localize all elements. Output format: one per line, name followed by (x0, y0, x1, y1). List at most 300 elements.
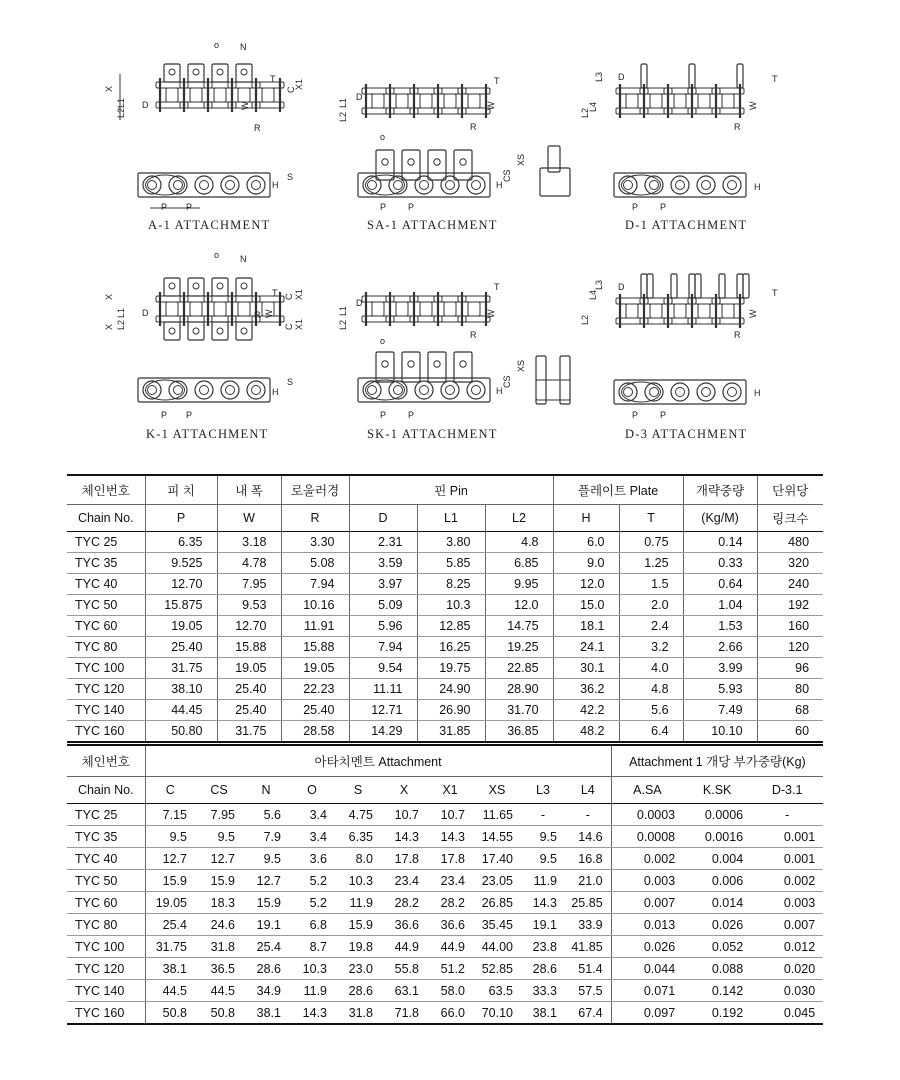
value-cell: 11.9 (521, 870, 565, 892)
value-cell: 36.6 (427, 914, 473, 936)
header2-col: C (145, 777, 195, 804)
value-cell: 7.94 (349, 637, 417, 658)
plate-outline (190, 88, 202, 102)
value-cell: 11.11 (349, 679, 417, 700)
value-cell: 0.097 (611, 1002, 683, 1025)
value-cell: 0.001 (751, 826, 823, 848)
dimension-label: W (748, 309, 758, 318)
value-cell: 0.088 (683, 958, 751, 980)
header2-col: L3 (521, 777, 565, 804)
value-cell: 0.044 (611, 958, 683, 980)
value-cell: 23.4 (381, 870, 427, 892)
dimension-label: X (104, 85, 114, 92)
value-cell: 2.0 (619, 595, 683, 616)
value-cell: - (521, 804, 565, 826)
caption-d3: D-3 ATTACHMENT (625, 427, 748, 441)
link-plate (146, 175, 185, 195)
dimension-label: L3 (594, 279, 604, 290)
value-cell: 0.013 (611, 914, 683, 936)
value-cell: 38.1 (145, 958, 195, 980)
roller-circle (728, 388, 737, 397)
value-cell: 12.70 (145, 574, 217, 595)
value-cell: 14.3 (521, 892, 565, 914)
value-cell: 5.2 (289, 870, 335, 892)
value-cell: 12.71 (349, 700, 417, 721)
value-cell: 19.75 (417, 658, 485, 679)
value-cell: 10.16 (281, 595, 349, 616)
value-cell: 31.75 (217, 721, 281, 743)
roller-circle (446, 181, 455, 190)
roller-circle (723, 383, 741, 401)
dimension-label: R (254, 310, 261, 320)
plate-outline (238, 88, 250, 102)
plate-outline (236, 322, 252, 340)
value-cell: 35.45 (473, 914, 521, 936)
value-cell: 11.9 (335, 892, 381, 914)
chain-no-cell: TYC 140 (67, 700, 145, 721)
value-cell: 0.33 (683, 553, 757, 574)
value-cell: 9.53 (217, 595, 281, 616)
value-cell: 31.8 (335, 1002, 381, 1025)
table-row (67, 914, 823, 936)
value-cell: 7.95 (195, 804, 243, 826)
value-cell: 11.91 (281, 616, 349, 637)
value-cell: 9.5 (521, 826, 565, 848)
chain-no-cell: TYC 35 (67, 826, 145, 848)
dimension-label: o (380, 336, 386, 346)
table-row (67, 936, 823, 958)
value-cell: 63.1 (381, 980, 427, 1002)
header-l1: L1 (417, 505, 485, 532)
plate-outline (236, 278, 252, 296)
value-cell: 36.5 (195, 958, 243, 980)
value-cell: 0.003 (611, 870, 683, 892)
value-cell: 31.8 (195, 936, 243, 958)
plate-outline (722, 304, 734, 318)
value-cell: 192 (757, 595, 823, 616)
value-cell: 15.0 (553, 595, 619, 616)
header-pin: 핀 Pin (349, 475, 553, 505)
value-cell: 15.9 (243, 892, 289, 914)
dimension-label: X (104, 293, 114, 300)
header-links: 링크수 (757, 505, 823, 532)
value-cell: 9.5 (145, 826, 195, 848)
plate-outline (396, 302, 408, 316)
dimension-label: R (470, 330, 477, 340)
header2-col: Chain No. (67, 777, 145, 804)
dimension-label: S (287, 172, 294, 182)
header2-col: L4 (565, 777, 611, 804)
plate-outline (212, 64, 228, 82)
value-cell: 8.7 (289, 936, 335, 958)
plate-outline (166, 302, 178, 316)
value-cell: 0.007 (611, 892, 683, 914)
header-h: H (553, 505, 619, 532)
roller-circle (174, 181, 183, 190)
dimension-label: T (272, 288, 278, 298)
value-cell: 19.8 (335, 936, 381, 958)
dimension-label: D (618, 72, 625, 82)
chain-no-cell: TYC 100 (67, 658, 145, 679)
value-cell: 41.85 (565, 936, 611, 958)
table2-header-row2 (67, 777, 823, 804)
value-cell: 7.94 (281, 574, 349, 595)
header-d: D (349, 505, 417, 532)
value-cell: 9.0 (553, 553, 619, 574)
roller-circle (174, 386, 183, 395)
value-cell: 8.25 (417, 574, 485, 595)
value-cell: 5.6 (243, 804, 289, 826)
value-cell: 34.9 (243, 980, 289, 1002)
table-row (67, 721, 823, 743)
value-cell: 0.006 (683, 870, 751, 892)
value-cell: 28.6 (243, 958, 289, 980)
chain-no-cell: TYC 160 (67, 721, 145, 743)
table-row (67, 595, 823, 616)
value-cell: 50.8 (145, 1002, 195, 1025)
value-cell: 33.3 (521, 980, 565, 1002)
plate-outline (214, 302, 226, 316)
value-cell: 0.071 (611, 980, 683, 1002)
plate-outline (468, 94, 480, 108)
value-cell: 0.002 (611, 848, 683, 870)
value-cell: 66.0 (427, 1002, 473, 1025)
value-cell: 3.99 (683, 658, 757, 679)
dimension-label: P (186, 202, 193, 212)
attachment-spec-table (67, 744, 823, 1025)
roller-circle (217, 283, 223, 289)
plate-outline (420, 94, 432, 108)
value-cell: 48.2 (553, 721, 619, 743)
header-links-ko: 단위당 (757, 475, 823, 505)
value-cell: 15.88 (281, 637, 349, 658)
dimension-label: L1 (338, 97, 348, 108)
value-cell: 24.90 (417, 679, 485, 700)
roller-circle (676, 181, 685, 190)
value-cell: 19.05 (281, 658, 349, 679)
roller-circle (415, 176, 433, 194)
header2-col: N (243, 777, 289, 804)
header-p: P (145, 505, 217, 532)
table-row (67, 700, 823, 721)
value-cell: 3.97 (349, 574, 417, 595)
roller-circle (394, 386, 403, 395)
value-cell: 15.88 (217, 637, 281, 658)
chain-no-cell: TYC 120 (67, 958, 145, 980)
roller-circle (382, 361, 388, 367)
plate-outline (695, 274, 701, 298)
roller-circle (169, 328, 175, 334)
caption-sa1: SA-1 ATTACHMENT (367, 218, 498, 232)
roller-circle (723, 176, 741, 194)
table1-header-row1 (67, 475, 823, 505)
value-cell: 14.3 (289, 1002, 335, 1025)
table-row (67, 892, 823, 914)
roller-circle (702, 181, 711, 190)
plate-outline (420, 302, 432, 316)
roller-circle (467, 381, 485, 399)
chain-no-cell: TYC 25 (67, 804, 145, 826)
dimension-label: W (486, 309, 496, 318)
value-cell: 12.0 (485, 595, 553, 616)
header2-col: A.SA (611, 777, 683, 804)
value-cell: 19.1 (521, 914, 565, 936)
header2-col: O (289, 777, 335, 804)
roller-circle (241, 328, 247, 334)
value-cell: 14.75 (485, 616, 553, 637)
value-cell: 0.0006 (683, 804, 751, 826)
plate-outline (138, 378, 270, 402)
value-cell: 6.35 (145, 532, 217, 553)
value-cell: 1.5 (619, 574, 683, 595)
dimension-label: XS (516, 359, 526, 372)
value-cell: 15.9 (145, 870, 195, 892)
value-cell: 14.29 (349, 721, 417, 743)
plate-outline (188, 278, 204, 296)
table-row (67, 870, 823, 892)
chain-no-cell: TYC 35 (67, 553, 145, 574)
dimension-label: P (408, 410, 415, 420)
dimension-label: P (186, 410, 193, 420)
roller-circle (624, 181, 633, 190)
value-cell: 9.525 (145, 553, 217, 574)
roller-circle (200, 181, 209, 190)
table-row (67, 658, 823, 679)
value-cell: 4.8 (485, 532, 553, 553)
value-cell: 4.8 (619, 679, 683, 700)
dimension-label: T (494, 76, 500, 86)
roller-circle (200, 386, 209, 395)
value-cell: - (751, 804, 823, 826)
value-cell: 3.80 (417, 532, 485, 553)
table-row (67, 679, 823, 700)
roller-circle (382, 159, 388, 165)
dimension-label: L1 (116, 97, 126, 108)
value-cell: 10.7 (427, 804, 473, 826)
link-plate (366, 175, 405, 195)
header2-col: K.SK (683, 777, 751, 804)
value-cell: 4.78 (217, 553, 281, 574)
value-cell: 10.3 (289, 958, 335, 980)
chain-no-cell: TYC 160 (67, 1002, 145, 1025)
value-cell: 4.75 (335, 804, 381, 826)
roller-circle (671, 176, 689, 194)
table-row (67, 574, 823, 595)
dimension-label: CS (502, 169, 512, 182)
value-cell: 50.80 (145, 721, 217, 743)
value-cell: 5.93 (683, 679, 757, 700)
value-cell: 36.2 (553, 679, 619, 700)
value-cell: 0.014 (683, 892, 751, 914)
header-pitch-ko: 피 치 (145, 475, 217, 505)
value-cell: 67.4 (565, 1002, 611, 1025)
roller-circle (624, 388, 633, 397)
roller-circle (434, 159, 440, 165)
value-cell: 0.012 (751, 936, 823, 958)
value-cell: 52.85 (473, 958, 521, 980)
value-cell: 5.08 (281, 553, 349, 574)
plate-outline (164, 322, 180, 340)
value-cell: 28.6 (521, 958, 565, 980)
value-cell: 50.8 (195, 1002, 243, 1025)
table-row (67, 1002, 823, 1025)
roller-circle (247, 381, 265, 399)
roller-circle (441, 176, 459, 194)
value-cell: 31.85 (417, 721, 485, 743)
dimension-label: P (632, 202, 639, 212)
value-cell: 6.35 (335, 826, 381, 848)
roller-circle (697, 383, 715, 401)
roller-circle (193, 328, 199, 334)
value-cell: 0.001 (751, 848, 823, 870)
plate-outline (722, 94, 734, 108)
roller-circle (415, 381, 433, 399)
dimension-label: XS (516, 153, 526, 166)
value-cell: 25.40 (217, 679, 281, 700)
dimension-label: L1 (116, 307, 126, 318)
value-cell: 23.0 (335, 958, 381, 980)
value-cell: 25.40 (281, 700, 349, 721)
value-cell: 0.192 (683, 1002, 751, 1025)
value-cell: 9.54 (349, 658, 417, 679)
value-cell: 21.0 (565, 870, 611, 892)
dimension-label: L2 (580, 107, 590, 118)
roller-circle (650, 388, 659, 397)
roller-circle (408, 361, 414, 367)
value-cell: 3.59 (349, 553, 417, 574)
plate-outline (671, 274, 677, 298)
value-cell: 0.142 (683, 980, 751, 1002)
dimension-label: D (142, 100, 149, 110)
plate-outline (372, 94, 384, 108)
dimension-label: D (142, 308, 149, 318)
value-cell: 14.3 (427, 826, 473, 848)
dimension-label: W (240, 101, 250, 110)
value-cell: 240 (757, 574, 823, 595)
value-cell: 2.4 (619, 616, 683, 637)
value-cell: 51.4 (565, 958, 611, 980)
chain-no-cell: TYC 80 (67, 637, 145, 658)
value-cell: 17.40 (473, 848, 521, 870)
header-roller-dia-ko: 로울러경 (281, 475, 349, 505)
header2-added-weight: Attachment 1 개당 부가중량(Kg) (611, 745, 823, 777)
value-cell: 6.4 (619, 721, 683, 743)
roller-circle (441, 381, 459, 399)
plate-outline (468, 302, 480, 316)
value-cell: 23.8 (521, 936, 565, 958)
dimension-label: H (496, 180, 503, 190)
value-cell: 5.2 (289, 892, 335, 914)
value-cell: 44.9 (427, 936, 473, 958)
dimension-label: N (240, 42, 247, 52)
value-cell: 6.85 (485, 553, 553, 574)
link-plate (366, 380, 405, 400)
plate-outline (650, 94, 662, 108)
roller-circle (467, 176, 485, 194)
roller-circle (241, 283, 247, 289)
roller-circle (241, 69, 247, 75)
dimension-label: H (272, 387, 279, 397)
value-cell: 44.00 (473, 936, 521, 958)
caption-d1: D-1 ATTACHMENT (625, 218, 748, 232)
table-row (67, 637, 823, 658)
value-cell: 14.3 (381, 826, 427, 848)
roller-circle (193, 69, 199, 75)
value-cell: 2.31 (349, 532, 417, 553)
value-cell: 38.10 (145, 679, 217, 700)
value-cell: 0.030 (751, 980, 823, 1002)
dimension-label: L4 (588, 101, 598, 112)
value-cell: - (565, 804, 611, 826)
value-cell: 3.18 (217, 532, 281, 553)
plate-outline (674, 304, 686, 318)
dimension-label: T (772, 74, 778, 84)
value-cell: 25.85 (565, 892, 611, 914)
header-r: R (281, 505, 349, 532)
value-cell: 6.0 (553, 532, 619, 553)
header-t: T (619, 505, 683, 532)
value-cell: 3.4 (289, 804, 335, 826)
value-cell: 42.2 (553, 700, 619, 721)
value-cell: 19.05 (145, 892, 195, 914)
value-cell: 19.25 (485, 637, 553, 658)
dimension-label: P (408, 202, 415, 212)
value-cell: 28.90 (485, 679, 553, 700)
roller-circle (702, 388, 711, 397)
chain-no-cell: TYC 80 (67, 914, 145, 936)
roller-circle (434, 361, 440, 367)
value-cell: 0.045 (751, 1002, 823, 1025)
dimension-label: o (214, 40, 220, 50)
value-cell: 22.85 (485, 658, 553, 679)
table-row (67, 958, 823, 980)
plate-outline (396, 94, 408, 108)
value-cell: 23.05 (473, 870, 521, 892)
roller-circle (697, 176, 715, 194)
chain-spec-table (67, 474, 823, 743)
dimension-label: D (618, 282, 625, 292)
dimension-label: T (270, 74, 276, 84)
header-w: W (217, 505, 281, 532)
value-cell: 0.002 (751, 870, 823, 892)
value-cell: 0.75 (619, 532, 683, 553)
header2-col: D-3.1 (751, 777, 823, 804)
value-cell: 44.45 (145, 700, 217, 721)
plate-outline (212, 322, 228, 340)
plate-outline (190, 302, 202, 316)
dimension-label: CS (502, 375, 512, 388)
caption-a1: A-1 ATTACHMENT (148, 218, 271, 232)
value-cell: 9.5 (521, 848, 565, 870)
plate-outline (614, 173, 746, 197)
value-cell: 16.8 (565, 848, 611, 870)
value-cell: 31.70 (485, 700, 553, 721)
dimension-label: P (380, 202, 387, 212)
value-cell: 2.66 (683, 637, 757, 658)
dimension-label: R (470, 122, 477, 132)
value-cell: 19.1 (243, 914, 289, 936)
value-cell: 1.25 (619, 553, 683, 574)
plate-outline (188, 322, 204, 340)
roller-circle (148, 181, 157, 190)
plate-outline (626, 304, 638, 318)
dimension-label: P (632, 410, 639, 420)
value-cell: 10.3 (335, 870, 381, 892)
plate-outline (214, 88, 226, 102)
value-cell: 17.8 (427, 848, 473, 870)
value-cell: 38.1 (243, 1002, 289, 1025)
value-cell: 28.58 (281, 721, 349, 743)
